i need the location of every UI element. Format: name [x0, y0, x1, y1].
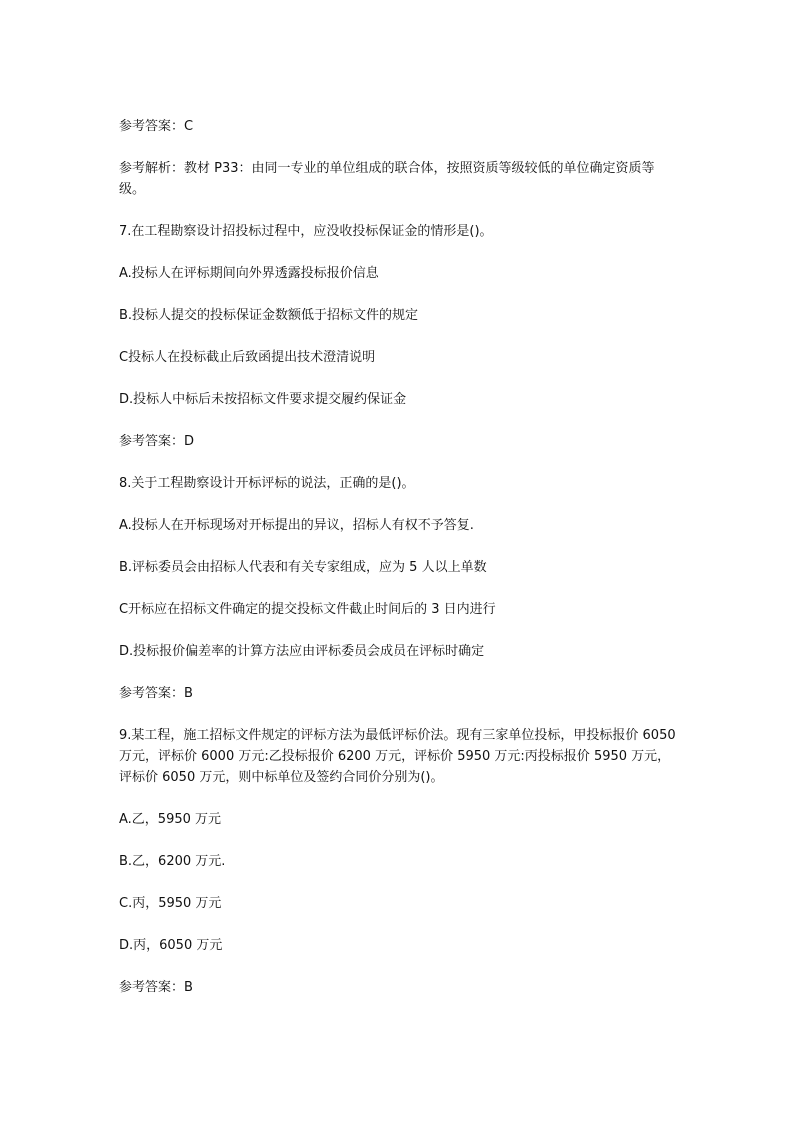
- question-9-option-b: B.乙，6200 万元.: [119, 854, 226, 869]
- question-8-option-c: C开标应在招标文件确定的提交投标文件截止时间后的 3 日内进行: [119, 602, 496, 617]
- answer-line: 参考答案：C: [119, 119, 194, 134]
- question-9-option-a: A.乙，5950 万元: [119, 812, 222, 827]
- question-9-option-d: D.丙，6050 万元: [119, 938, 223, 953]
- question-8-option-a: A.投标人在开标现场对开标提出的异议，招标人有权不予答复.: [119, 518, 474, 533]
- document-body: [119, 116, 679, 1019]
- explanation-line: 参考解析：教材 P33：由同一专业的单位组成的联合体，按照资质等级较低的单位确定资质等级。: [119, 161, 655, 197]
- question-7-option-c: C投标人在投标截止后致函提出技术澄清说明: [119, 350, 376, 365]
- question-8-option-d: D.投标报价偏差率的计算方法应由评标委员会成员在评标时确定: [119, 644, 485, 659]
- question-7-option-a: A.投标人在评标期间向外界透露投标报价信息: [119, 266, 379, 281]
- question-7-option-b: B.投标人提交的投标保证金数额低于招标文件的规定: [119, 308, 419, 323]
- question-9-option-c: C.丙，5950 万元: [119, 896, 222, 911]
- question-7: 7.在工程勘察设计招投标过程中，应没收投标保证金的情形是()。: [119, 224, 493, 239]
- question-7-answer: 参考答案：D: [119, 434, 195, 449]
- question-8-answer: 参考答案：B: [119, 686, 193, 701]
- question-9: 9.某工程，施工招标文件规定的评标方法为最低评标价法。现有三家单位投标，甲投标报价 6050 万元，评标价 6000 万元:乙投标报价 6200 万元，评标价 5950 万元:丙投标报价 5950 万元，评标价 6050 万元，则中标单位及签约合同价分别为()。: [119, 728, 676, 785]
- question-8: 8.关于工程勘察设计开标评标的说法，正确的是()。: [119, 476, 415, 491]
- question-9-answer: 参考答案：B: [119, 980, 193, 995]
- question-7-option-d: D.投标人中标后未按招标文件要求提交履约保证金: [119, 392, 407, 407]
- question-8-option-b: B.评标委员会由招标人代表和有关专家组成，应为 5 人以上单数: [119, 560, 487, 575]
